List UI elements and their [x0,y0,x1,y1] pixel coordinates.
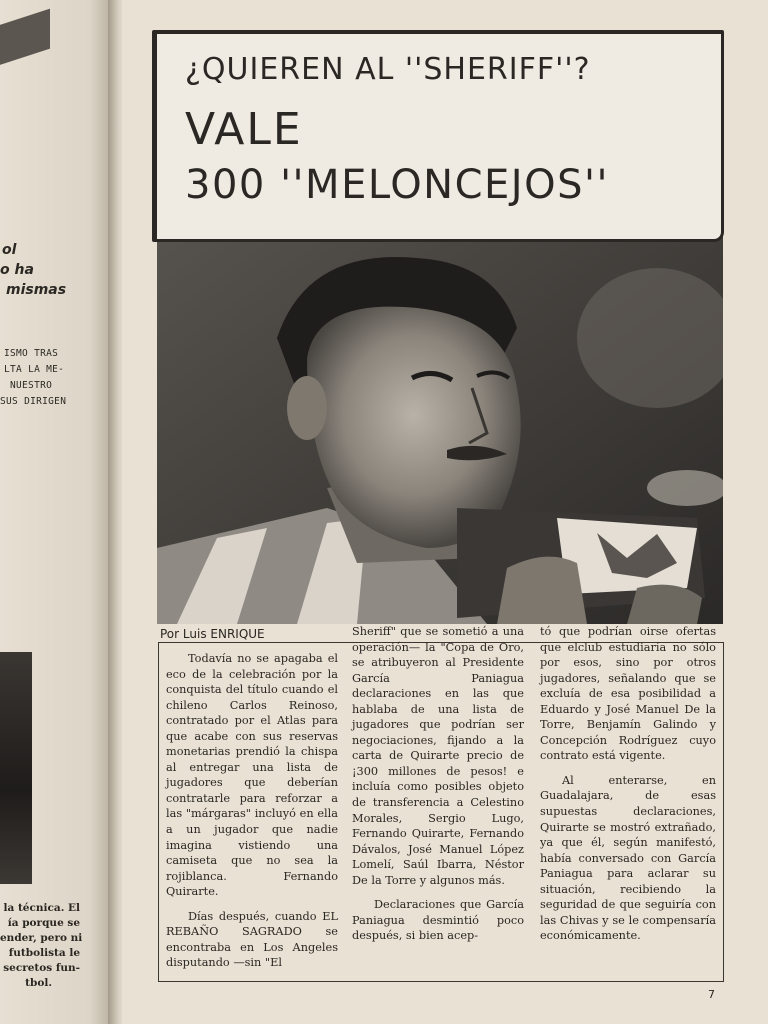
byline: Por Luis ENRIQUE [160,627,265,641]
paragraph: tó que podrían oirse ofertas que elclub estudiaría no sólo por esos, sino por otros jugadores, señalando que se excluía de esa posibilidad a Eduardo y José Manuel De la Torre, Benjamín Galindo y Concepción Rodríguez cuyo contrato está vigente. [540,625,716,763]
page-number: 7 [708,988,715,1001]
paragraph: Declaraciones que García Paniagua desmintió poco después, si bien acep- [352,898,524,943]
previous-page [0,0,112,1024]
paragraph: Todavía no se apagaba el eco de la celebración por la conquista del título cuando el chileno Carlos Reinoso, contratado por el Atlas para que acabe con sus reservas monetarias prendió la chispa al entregar una lista de jugadores que deberían contratarle para reforzar a las "márgaras" incluyó en ella a un jugador que nadie imagina vistiendo una camiseta que no sea la rojiblanca. Fernando Quirarte. [166,652,338,899]
player-holding-trophy-photo [157,218,723,624]
previous-text-line: la técnica. El [3,902,80,914]
article-column-3 [540,624,716,953]
previous-caption-line: SUS DIRIGEN [0,396,67,407]
previous-caption-line: ISMO TRAS [4,348,59,359]
photo-illustration [157,218,723,624]
previous-headline-line: o ha [0,262,34,278]
previous-text-line: secretos fun- [3,962,80,974]
previous-headline-line: ol [2,242,17,258]
previous-page-photo [0,652,32,884]
previous-text-line: tbol. [25,977,52,989]
article-column-1 [166,651,338,980]
article-column-2 [352,624,524,953]
paragraph: Sheriff" que se sometió a una operación— la "Copa de Oro, se atribuyeron al Presidente García Paniagua declaraciones en las que hablaba de una lista de jugadores que podrían ser negociaciones, fijando a la carta de Quirarte precio de ¡300 millones de pesos! e incluía como posibles objeto de transferencia a Celestino Morales, Sergio Lugo, Fernando Quirarte, Fernando Dávalos, José Manuel López Lomelí, Saúl Ibarra, Néstor De la Torre y algunos más. [352,625,524,887]
previous-page-graphic [0,9,50,72]
headline-line-1: ¿QUIEREN AL ''SHERIFF''? [185,52,591,87]
headline-line-3: 300 ''MELONCEJOS'' [185,162,609,208]
previous-caption-line: LTA LA ME- [4,364,65,375]
previous-text-line: ender, pero ni [0,932,83,944]
previous-text-line: ía porque se [7,917,80,929]
headline-box [152,30,724,242]
paragraph: Al enterarse, en Guadalajara, de esas supuestas declaraciones, Quirarte se mostró extrañado, ya que él, según manifestó, había conversado con García Paniagua para aclarar su situación, recibiendo la seguridad de que seguiría con las Chivas y se le compensaría económicamente. [540,773,716,943]
previous-headline-line: mismas [6,282,67,298]
previous-text-line: futbolista le [8,947,80,959]
headline-line-2: VALE [185,104,303,155]
previous-caption-line: NUESTRO [10,380,53,391]
paragraph: Días después, cuando EL REBAÑO SAGRADO se encontraba en Los Angeles disputando —sin "El [166,909,338,970]
